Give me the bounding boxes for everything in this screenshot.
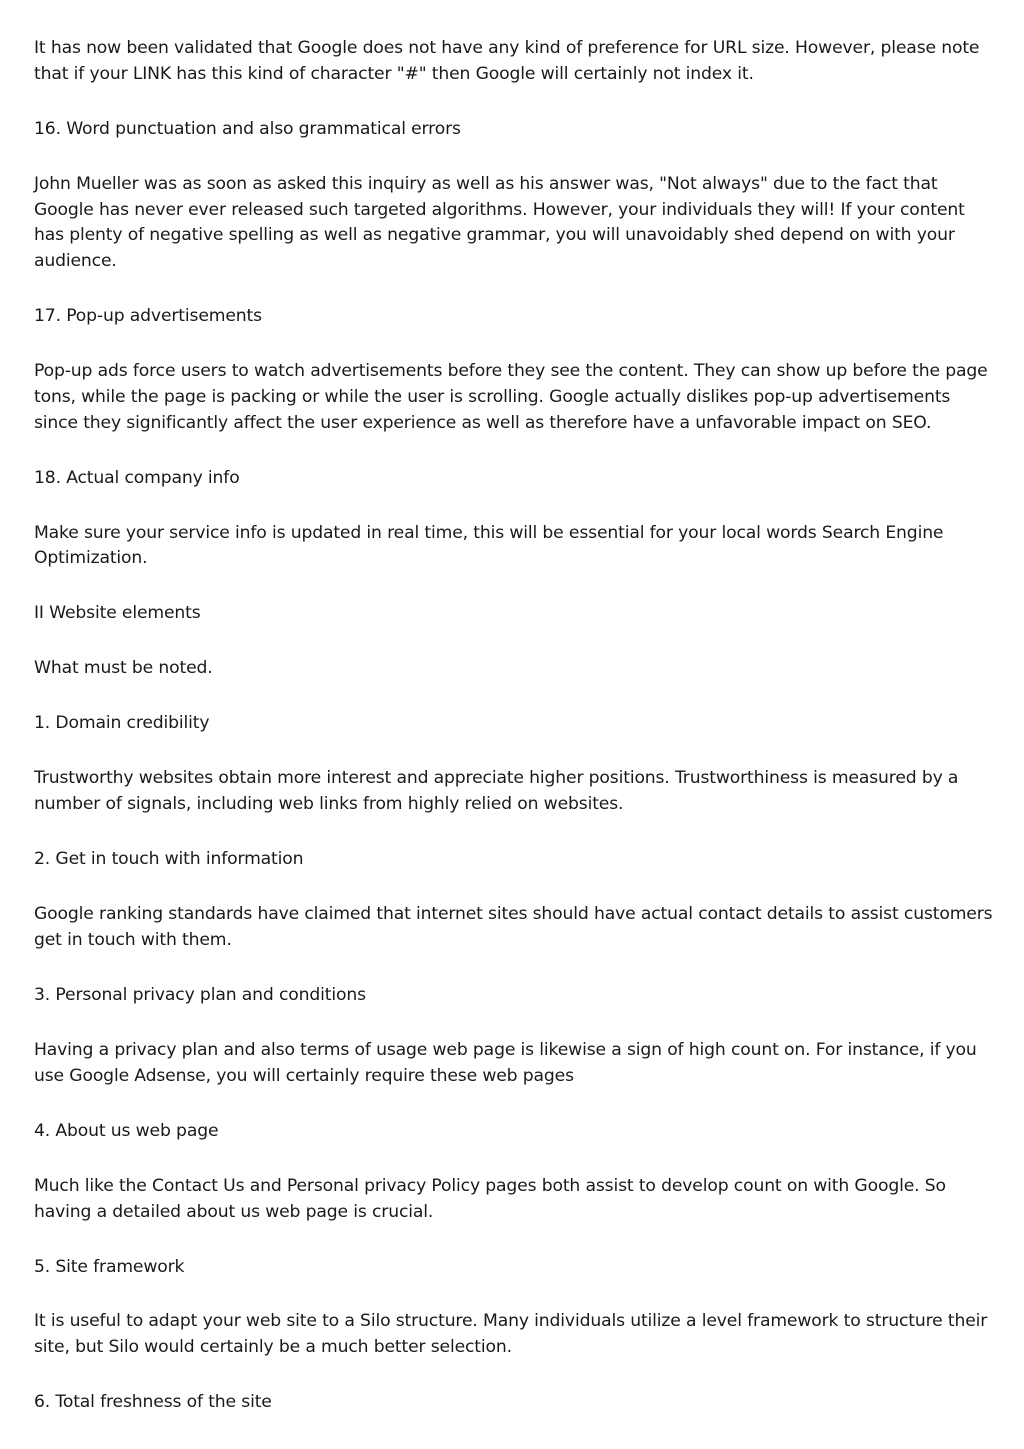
document-body [34, 36, 994, 1445]
heading-privacy-plan: 3. Personal privacy plan and conditions [34, 984, 366, 1005]
paragraph-punctuation-grammar: John Mueller was as soon as asked this inquiry as well as his answer was, "Not always" due to the fact that Google has never ever released such targeted algorithms. However, your individuals they will! If your content has plenty of negative spelling as well as negative grammar, you will unavoidably shed depend on with your audience. [34, 173, 965, 272]
heading-domain-credibility: 1. Domain credibility [34, 713, 210, 734]
paragraph-contact-information: Google ranking standards have claimed that internet sites should have actual contact details to assist customers get in touch with them. [34, 904, 993, 950]
paragraph-popup-ads: Pop-up ads force users to watch advertisements before they see the content. They can show up before the page tons, while the page is packing or while the user is scrolling. Google actually dislikes pop-up advertisements since they significantly affect the user experience as well as therefore have a unfavorable impact on SEO. [34, 361, 988, 433]
section-heading-website-elements: II Website elements [34, 603, 201, 624]
paragraph-url-length: It has now been validated that Google does not have any kind of preference for URL size. However, please note that if your LINK has this kind of character "#" then Google will certainly not index it. [34, 38, 980, 84]
heading-site-framework: 5. Site framework [34, 1256, 185, 1277]
heading-popup-ads: 17. Pop-up advertisements [34, 306, 262, 327]
paragraph-about-us: Much like the Contact Us and Personal privacy Policy pages both assist to develop count on with Google. So having a detailed about us web page is crucial. [34, 1175, 946, 1222]
heading-punctuation-grammar: 16. Word punctuation and also grammatical errors [34, 118, 461, 139]
paragraph-company-info: Make sure your service info is updated in real time, this will be essential for your local words Search Engine Optimization. [34, 522, 944, 569]
paragraph-domain-credibility: Trustworthy websites obtain more interest and appreciate higher positions. Trustworthiness is measured by a number of signals, including web links from highly relied on websites. [34, 768, 959, 815]
heading-site-freshness: 6. Total freshness of the site [34, 1392, 272, 1413]
paragraph-what-must-be-noted: What must be noted. [34, 658, 213, 679]
paragraph-site-framework: It is useful to adapt your web site to a Silo structure. Many individuals utilize a level framework to structure their site, but Silo would certainly be a much better selection. [34, 1311, 988, 1358]
heading-company-info: 18. Actual company info [34, 467, 240, 488]
heading-about-us: 4. About us web page [34, 1120, 219, 1141]
heading-contact-information: 2. Get in touch with information [34, 849, 304, 870]
paragraph-privacy-plan: Having a privacy plan and also terms of usage web page is likewise a sign of high count on. For instance, if you use Google Adsense, you will certainly require these web pages [34, 1039, 977, 1086]
